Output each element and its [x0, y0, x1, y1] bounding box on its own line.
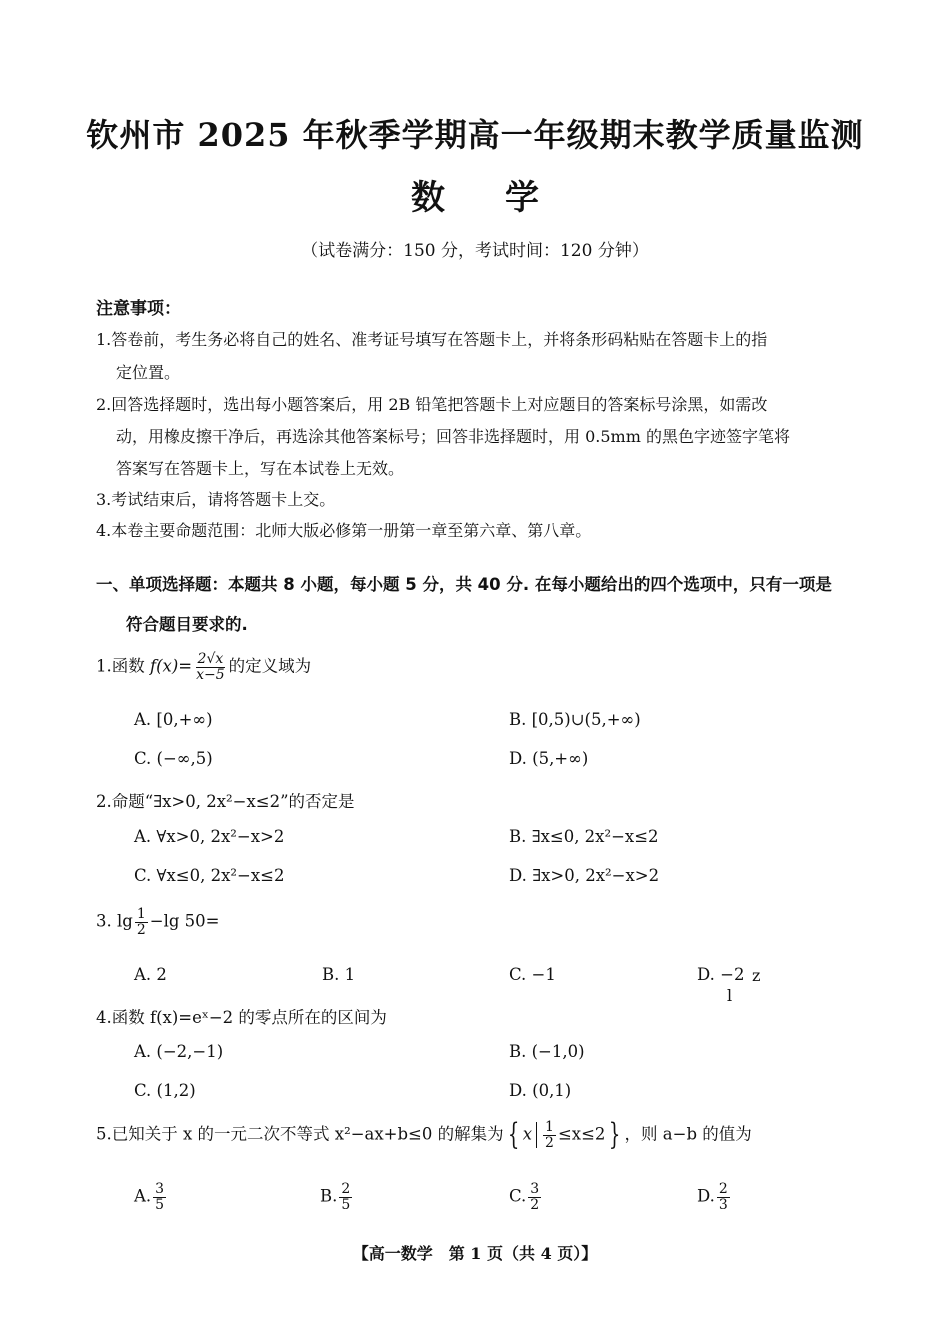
option-label: D. — [697, 1186, 715, 1206]
q1-denominator: x−5 — [196, 666, 225, 683]
notice-line: 1.答卷前，考生务必将自己的姓名、准考证号填写在答题卡上，并将条形码粘贴在答题卡上的指 — [96, 330, 768, 349]
q5-set-denominator: 2 — [545, 1134, 554, 1151]
set-divider — [536, 1122, 537, 1148]
numerator: 2 — [341, 1181, 351, 1197]
q4-option-d[interactable]: D. (0,1) — [509, 1081, 572, 1100]
q5-set-var: x — [522, 1124, 533, 1144]
pencil-mark: l — [727, 986, 733, 1005]
q2-option-b[interactable]: B. ∃x≤0, 2x²−x≤2 — [509, 827, 659, 846]
q1-option-b[interactable]: B. [0,5)∪(5,+∞) — [509, 710, 641, 729]
q2-option-d[interactable]: D. ∃x>0, 2x²−x>2 — [509, 866, 660, 885]
q1-option-a[interactable]: A. [0,+∞) — [134, 710, 213, 729]
denominator: 5 — [155, 1196, 165, 1213]
q5-set-fraction — [543, 1120, 556, 1150]
question-5-stem — [96, 1117, 752, 1153]
option-fraction — [717, 1182, 730, 1212]
q5-set-tail: ≤x≤2 — [557, 1124, 606, 1144]
denominator: 5 — [341, 1196, 351, 1213]
q3-suffix: −lg 50= — [149, 911, 220, 931]
q5-set-numerator: 1 — [545, 1119, 554, 1135]
q5-option-d[interactable] — [697, 1182, 732, 1212]
q3-denominator: 2 — [136, 921, 146, 938]
q3-option-d[interactable]: D. −2 — [697, 965, 745, 984]
q4-option-c[interactable]: C. (1,2) — [134, 1081, 196, 1100]
q1-fraction — [194, 652, 227, 682]
left-brace: { — [507, 1117, 519, 1153]
q5-option-b[interactable] — [320, 1182, 354, 1212]
notice-line: 3.考试结束后，请将答题卡上交。 — [96, 490, 336, 509]
notice-heading: 注意事项： — [96, 299, 181, 319]
notice-line: 定位置。 — [116, 363, 181, 382]
exam-title: 钦州市 2025 年秋季学期高一年级期末教学质量监测 — [86, 116, 864, 154]
notice-line: 4.本卷主要命题范围：北师大版必修第一册第一章至第六章、第八章。 — [96, 521, 592, 540]
q2-option-a[interactable]: A. ∀x>0, 2x²−x>2 — [134, 827, 285, 846]
notice-line: 答案写在答题卡上，写在本试卷上无效。 — [116, 459, 405, 478]
question-4-stem: 4.函数 f(x)=eˣ−2 的零点所在的区间为 — [96, 1008, 387, 1027]
option-fraction — [339, 1182, 352, 1212]
right-brace: } — [609, 1117, 621, 1153]
denominator: 3 — [718, 1196, 728, 1213]
q5-option-a[interactable] — [134, 1182, 168, 1212]
q4-option-b[interactable]: B. (−1,0) — [509, 1042, 585, 1061]
numerator: 3 — [155, 1181, 165, 1197]
option-label: A. — [134, 1186, 152, 1206]
q3-option-a[interactable]: A. 2 — [134, 965, 167, 984]
notice-line: 2.回答选择题时，选出每小题答案后，用 2B 铅笔把答题卡上对应题目的答案标号涂黑，如需改 — [96, 395, 768, 414]
q3-fraction — [135, 907, 148, 937]
section-heading-cont: 符合题目要求的. — [126, 615, 248, 634]
option-label: B. — [320, 1186, 338, 1206]
q1-prefix: 1.函数 — [96, 656, 150, 676]
q5-option-c[interactable] — [509, 1182, 543, 1212]
q2-option-c[interactable]: C. ∀x≤0, 2x²−x≤2 — [134, 866, 285, 885]
q3-prefix: 3. lg — [96, 911, 133, 931]
question-1-stem — [96, 652, 311, 682]
exam-info: （试卷满分：150 分，考试时间：120 分钟） — [301, 241, 649, 261]
pencil-mark: z — [752, 966, 761, 985]
numerator: 3 — [530, 1181, 540, 1197]
section-heading: 一、单项选择题：本题共 8 小题，每小题 5 分，共 40 分. 在每小题给出的四个选项中，只有一项是 — [96, 575, 832, 594]
q5-prefix: 5.已知关于 x 的一元二次不等式 x²−ax+b≤0 的解集为 — [96, 1124, 504, 1144]
q1-option-d[interactable]: D. (5,+∞) — [509, 749, 589, 768]
q1-option-c[interactable]: C. (−∞,5) — [134, 749, 213, 768]
q5-suffix: ，则 a−b 的值为 — [624, 1124, 752, 1144]
page-footer: 【高一数学 第 1 页（共 4 页）】 — [352, 1244, 598, 1263]
option-fraction — [153, 1182, 166, 1212]
subject-title: 数学 — [411, 178, 599, 218]
question-3-stem — [96, 907, 219, 937]
q1-suffix: 的定义域为 — [228, 656, 312, 676]
q1-function: f(x)= — [150, 656, 193, 676]
denominator: 2 — [530, 1196, 540, 1213]
q3-numerator: 1 — [136, 906, 146, 922]
q3-option-b[interactable]: B. 1 — [322, 965, 356, 984]
option-fraction — [528, 1182, 541, 1212]
q3-option-c[interactable]: C. −1 — [509, 965, 556, 984]
question-2-stem: 2.命题“∃x>0, 2x²−x≤2”的否定是 — [96, 792, 355, 811]
notice-line: 动，用橡皮擦干净后，再选涂其他答案标号；回答非选择题时，用 0.5mm 的黑色字迹签字笔将 — [116, 427, 790, 446]
q1-numerator: 2√x — [197, 651, 224, 667]
numerator: 2 — [718, 1181, 728, 1197]
option-label: C. — [509, 1186, 527, 1206]
q4-option-a[interactable]: A. (−2,−1) — [134, 1042, 224, 1061]
